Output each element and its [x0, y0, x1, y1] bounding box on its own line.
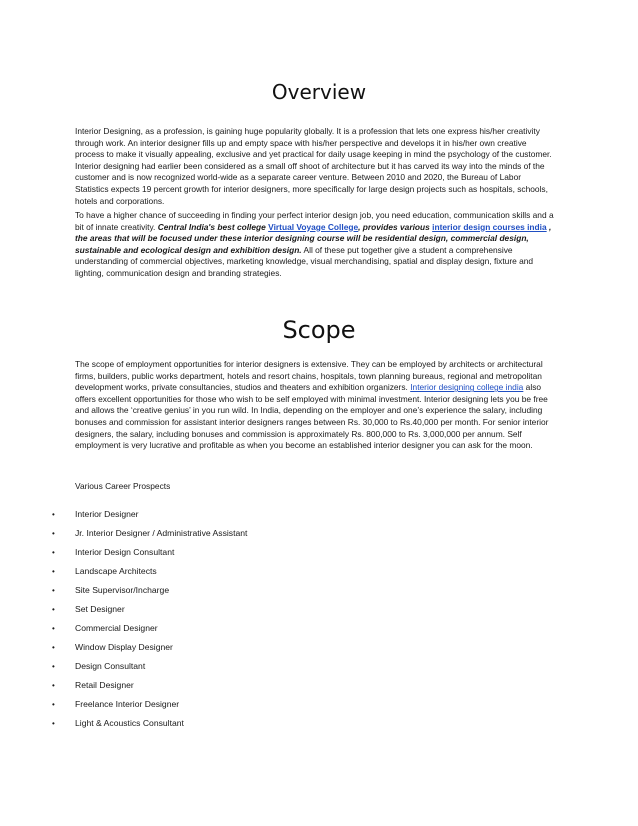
career-item-label: Window Display Designer: [75, 642, 173, 652]
overview-paragraph-2: [75, 210, 555, 280]
bullet-icon: •: [52, 586, 55, 595]
list-item: [0, 584, 638, 603]
bullet-icon: •: [52, 510, 55, 519]
list-item: [0, 679, 638, 698]
career-item-label: Interior Design Consultant: [75, 547, 175, 557]
interior-designing-college-link[interactable]: Interior designing college india: [410, 382, 524, 393]
bullet-icon: •: [52, 605, 55, 614]
list-item: [0, 546, 638, 565]
career-item-label: Commercial Designer: [75, 623, 158, 633]
career-item-label: Retail Designer: [75, 680, 134, 690]
career-item-label: Light & Acoustics Consultant: [75, 718, 184, 728]
career-item-label: Interior Designer: [75, 509, 139, 519]
bullet-icon: •: [52, 700, 55, 709]
bullet-icon: •: [52, 662, 55, 671]
career-item-label: Freelance Interior Designer: [75, 699, 180, 709]
p2-text-d: , the areas that will be focused under these interior designing course will be residential design, commercial design, sustainable and ecological design and exhibition design.: [75, 221, 552, 255]
virtual-voyage-college-link[interactable]: Virtual Voyage College: [268, 221, 359, 232]
list-item: [0, 527, 638, 546]
list-item: [0, 660, 638, 679]
scope-paragraph: [75, 359, 555, 452]
bullet-icon: •: [52, 643, 55, 652]
scope-heading: Scope: [282, 316, 356, 344]
p2-text-e: All of these put together give a student a comprehensive understanding of commercial objectives, marketing knowledge, visual merchandising, spatial and display design, fixture and lighting, communication design and branding strategies.: [75, 244, 534, 278]
list-item: [0, 698, 638, 717]
list-item: [0, 622, 638, 641]
bullet-icon: •: [52, 624, 55, 633]
bullet-icon: •: [52, 567, 55, 576]
p2-text-b: Central India's best college: [157, 221, 269, 232]
p2-text-a: To have a higher chance of succeeding in finding your perfect interior design job, you need education, communication skills and a bit of innate creativity.: [75, 210, 554, 232]
p3-text-b: also offers excellent opportunities for those who wish to be self employed with minimal investment. Interior designing lets you be free and allows the ‘creative genius’ in you run wild. In India, depending on the employer and one’s experience the salary, including bonuses and commission for assistant interior designers ranges between Rs. 30,000 to Rs.40,000 per month. For senior interior designers, the salary, including bonuses and commission is approximately Rs. 800,000 to Rs. 3,000,000 per annum. Self employment is very lucrative and profitable as when you become an established interior designer you can ask for the moon.: [75, 382, 549, 451]
career-item-label: Landscape Architects: [75, 566, 157, 576]
list-item: [0, 508, 638, 527]
bullet-icon: •: [52, 529, 55, 538]
p2-text-c: , provides various: [358, 221, 433, 232]
career-list: [0, 508, 638, 736]
bullet-icon: •: [52, 548, 55, 557]
career-item-label: Design Consultant: [75, 661, 146, 671]
interior-design-courses-link[interactable]: interior design courses india: [432, 221, 547, 232]
career-item-label: Site Supervisor/Incharge: [75, 585, 170, 595]
overview-heading: Overview: [271, 80, 367, 104]
career-item-label: Set Designer: [75, 604, 125, 614]
list-item: [0, 565, 638, 584]
bullet-icon: •: [52, 719, 55, 728]
career-item-label: Jr. Interior Designer / Administrative Assistant: [75, 528, 248, 538]
p3-text-a: The scope of employment opportunities for interior designers is extensive. They can be employed by architects or architectural firms, builders, public works department, hotels and resort chains, hospitals, town planning bureaus, regional and metropolitan development works, private consultancies, studios and theaters and exhibition organizers.: [75, 359, 543, 393]
list-item: [0, 641, 638, 660]
list-item: [0, 603, 638, 622]
bullet-icon: •: [52, 681, 55, 690]
overview-paragraph-1: Interior Designing, as a profession, is gaining huge popularity globally. It is a profession that lets one express his/her creativity through work. An interior designer fills up and empty space with his/her perspective and develops it in his/her own creative process to make it visually appealing, exclusive and yet practical for daily usage keeping in mind the psychology of the customer. Interior designing had earlier been considered as a small off shoot of architecture but it has carved its way into the minds of the customer and is now recognized world-wide as a separate career venture. Between 2010 and 2020, the Bureau of Labor Statistics expects 19 percent growth for interior designers, more specifically for large design projects such as hospitals, schools, hotels and corporations.: [75, 126, 552, 206]
career-prospects-label: Various Career Prospects: [75, 481, 171, 491]
list-item: [0, 717, 638, 736]
